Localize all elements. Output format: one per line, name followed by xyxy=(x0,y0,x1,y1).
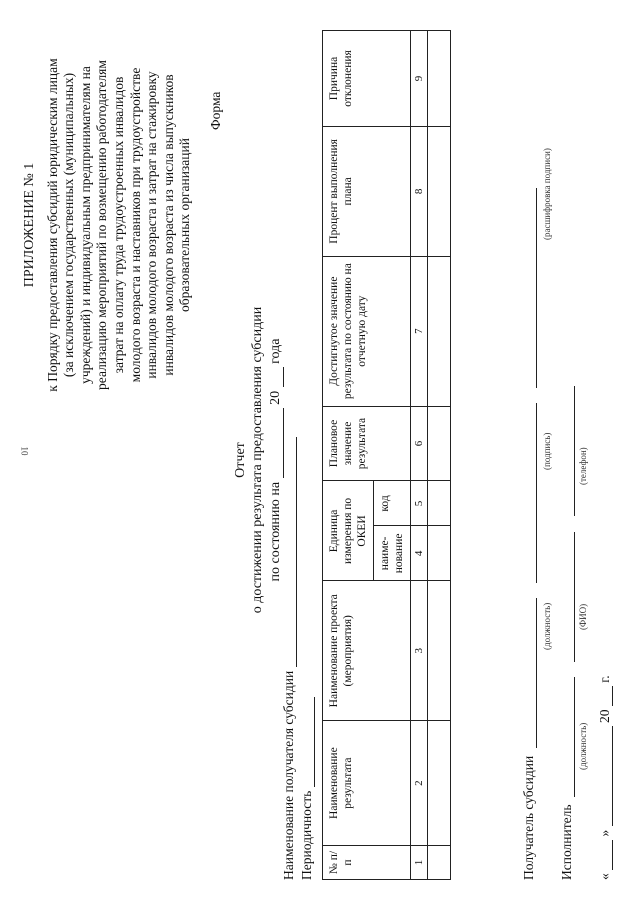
col-number: 2 xyxy=(411,721,428,846)
header-percent: Процент выполнения плана xyxy=(323,126,411,256)
col-number: 1 xyxy=(411,846,428,880)
date-close-quote: » xyxy=(597,829,612,837)
caption-fio: (ФИО) xyxy=(578,603,588,630)
executor-phone-blank[interactable] xyxy=(558,386,575,516)
appendix-line: учреждений) и индивидуальным предпринимателям на xyxy=(77,66,93,384)
col-number: 6 xyxy=(411,406,428,481)
report-year-blank[interactable] xyxy=(266,367,284,387)
executor-fio-blank[interactable] xyxy=(558,532,575,662)
date-row xyxy=(596,675,613,880)
appendix-line: затрат на оплату труда трудоустроенных инвалидов xyxy=(110,76,126,374)
periodicity-label: Периодичность xyxy=(299,790,314,880)
col-number: 3 xyxy=(411,581,428,721)
empty-cell[interactable] xyxy=(428,721,451,846)
appendix-line: реализацию мероприятий по возмещению работодателям xyxy=(94,60,110,390)
empty-cell[interactable] xyxy=(428,126,451,256)
header-unit: Единица измерения по ОКЕИ xyxy=(323,481,374,581)
header-planned: Плановое значение результата xyxy=(323,406,411,481)
col-number: 8 xyxy=(411,126,428,256)
recipient-decoding-blank[interactable] xyxy=(520,188,537,388)
executor-row xyxy=(558,386,575,880)
appendix-line: к Порядку предоставления субсидий юридическим лицам xyxy=(44,58,60,392)
date-open-quote: « xyxy=(597,873,612,880)
empty-cell[interactable] xyxy=(428,581,451,721)
appendix-block xyxy=(22,30,194,420)
empty-cell[interactable] xyxy=(428,406,451,481)
caption-executor-position: (должность) xyxy=(578,722,588,770)
report-date-prefix: по состоянию на xyxy=(268,481,283,582)
report-header xyxy=(232,260,284,660)
recipient-label: Получатель субсидии xyxy=(521,755,536,880)
caption-position: (должность) xyxy=(542,602,552,650)
recipient-name-field xyxy=(280,437,297,880)
caption-phone: (телефон) xyxy=(578,447,588,485)
appendix-line: инвалидов молодого возраста из числа выпускников xyxy=(160,74,176,376)
caption-decoding: (расшифровка подписи) xyxy=(542,148,552,240)
appendix-line: молодого возраста и наставников при трудоустройстве xyxy=(127,67,143,383)
executor-label: Исполнитель xyxy=(559,804,574,880)
date-month-blank[interactable] xyxy=(596,726,613,826)
date-year-suffix: г. xyxy=(597,675,612,683)
col-number: 5 xyxy=(411,481,428,526)
date-year-prefix: 20 xyxy=(597,709,612,723)
report-title: Отчет xyxy=(233,442,248,478)
page-number: 10 xyxy=(19,446,30,456)
recipient-name-blank[interactable] xyxy=(280,437,297,667)
report-date-mid: 20 xyxy=(268,390,283,405)
report-table xyxy=(322,30,451,880)
header-project-name: Наименование проекта (мероприятия) xyxy=(323,581,411,721)
appendix-title: ПРИЛОЖЕНИЕ № 1 xyxy=(22,162,37,288)
caption-signature: (подпись) xyxy=(542,432,552,470)
periodicity-field xyxy=(298,697,315,880)
empty-cell[interactable] xyxy=(428,846,451,880)
appendix-line: образовательных организаций xyxy=(177,138,193,312)
recipient-signature-blank[interactable] xyxy=(520,403,537,583)
header-reason: Причина отклонения xyxy=(323,31,411,127)
appendix-line: инвалидов молодого возраста и затрат на стажировку xyxy=(144,71,160,379)
appendix-line: (за исключением государственных (муниципальных) xyxy=(61,72,77,378)
empty-cell[interactable] xyxy=(428,481,451,526)
header-unit-code: код xyxy=(374,481,411,526)
col-number: 7 xyxy=(411,256,428,406)
recipient-position-blank[interactable] xyxy=(520,598,537,748)
report-subtitle: о достижении результата предоставления субсидии xyxy=(250,306,265,614)
col-number: 9 xyxy=(411,31,428,127)
rotated-page xyxy=(19,30,622,890)
date-day-blank[interactable] xyxy=(596,840,613,870)
periodicity-blank[interactable] xyxy=(298,697,315,787)
form-label: Форма xyxy=(208,91,223,130)
header-result-name: Наименование результата xyxy=(323,721,411,846)
header-achieved: Достигнутое значение результата по состоянию на отчетную дату xyxy=(323,256,411,406)
report-date-suffix: года xyxy=(268,338,283,364)
recipient-name-label: Наименование получателя субсидии xyxy=(281,670,296,880)
header-unit-name: наиме- нование xyxy=(374,526,411,581)
date-year-blank[interactable] xyxy=(596,686,613,706)
col-number: 4 xyxy=(411,526,428,581)
empty-cell[interactable] xyxy=(428,31,451,127)
executor-position-blank[interactable] xyxy=(558,677,575,797)
header-num: № п/п xyxy=(323,846,411,880)
recipient-signature-row xyxy=(520,188,537,880)
empty-cell[interactable] xyxy=(428,256,451,406)
empty-cell[interactable] xyxy=(428,526,451,581)
